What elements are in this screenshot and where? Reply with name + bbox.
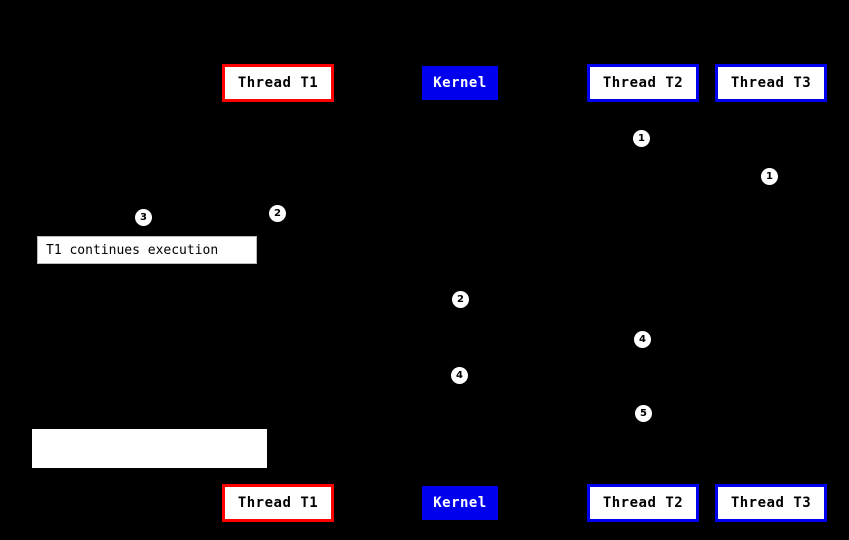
step-number: 4 [639,333,646,345]
note-t1-continues-execution [37,236,257,264]
step-number: 1 [638,132,645,144]
lifeline-label: Thread T1 [237,75,319,91]
lifeline-footer-kernel [422,486,498,520]
step-number: 5 [640,407,647,419]
lifeline-header-thread-t2 [587,64,699,102]
lifeline-label: Thread T2 [602,495,684,511]
lifeline-label: Thread T3 [730,75,812,91]
step-marker [635,405,652,422]
lifeline-label: Thread T2 [602,75,684,91]
step-marker [269,205,286,222]
lifeline-label: Kernel [433,75,487,91]
step-number: 4 [456,369,463,381]
note-blank [32,429,267,468]
step-marker [451,367,468,384]
lifeline-header-thread-t3 [715,64,827,102]
lifeline-label: Thread T1 [237,495,319,511]
step-number: 2 [457,293,464,305]
step-marker [761,168,778,185]
step-marker [633,130,650,147]
note-text: T1 continues execution [46,242,219,258]
lifeline-footer-thread-t3 [715,484,827,522]
lifeline-header-thread-t1 [222,64,334,102]
step-marker [135,209,152,226]
lifeline-label: Kernel [433,495,487,511]
step-number: 3 [140,211,147,223]
lifeline-label: Thread T3 [730,495,812,511]
lifeline-footer-thread-t1 [222,484,334,522]
step-number: 1 [766,170,773,182]
step-marker [452,291,469,308]
lifeline-header-kernel [422,66,498,100]
step-number: 2 [274,207,281,219]
step-marker [634,331,651,348]
lifeline-footer-thread-t2 [587,484,699,522]
